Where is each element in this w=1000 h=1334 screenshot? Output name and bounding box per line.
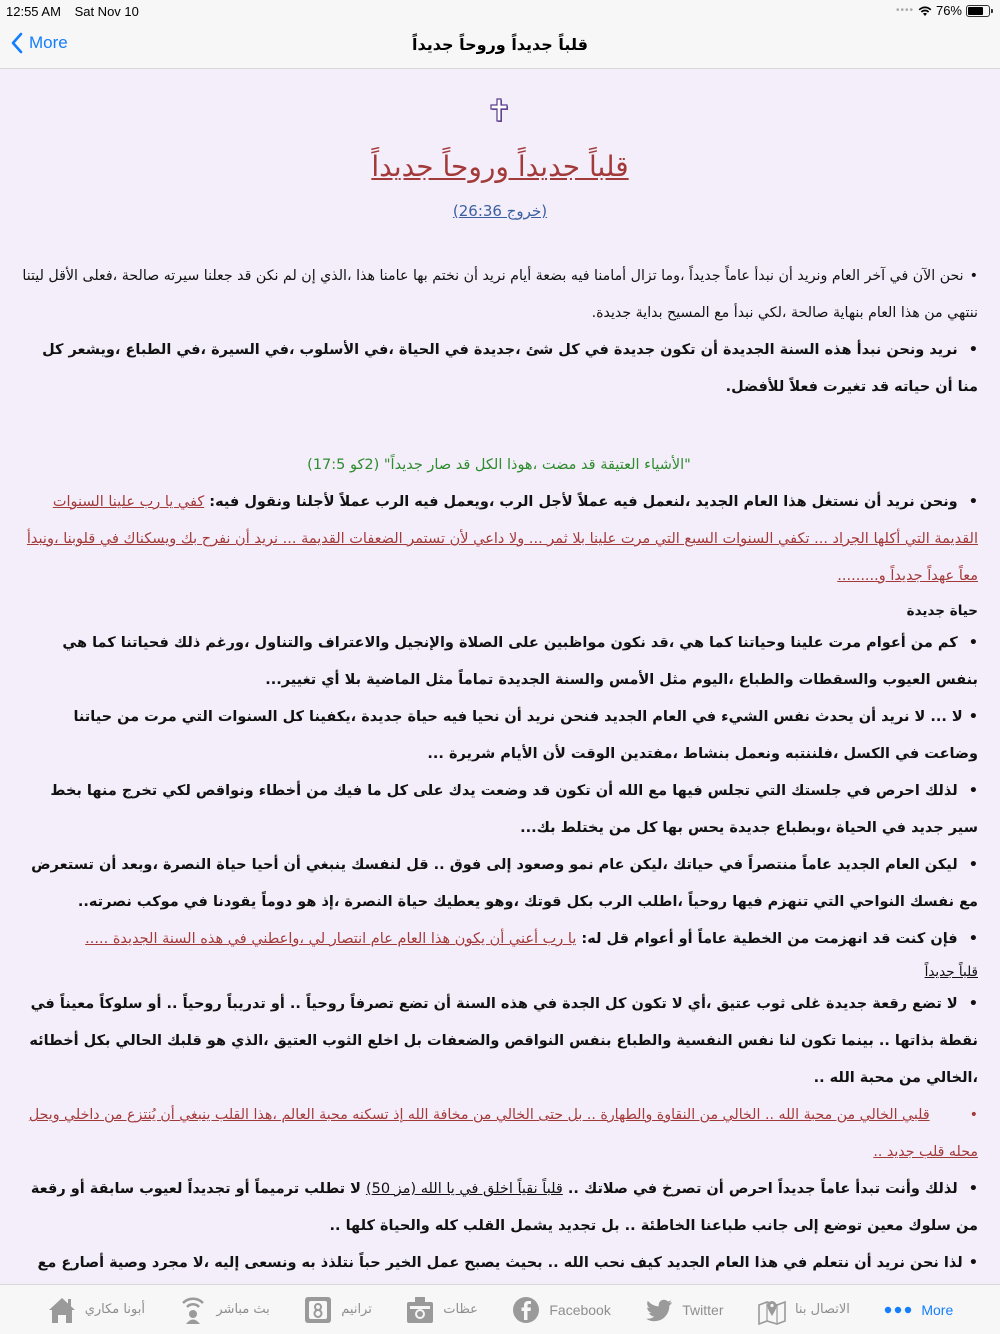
bullet: • <box>968 931 978 947</box>
hymns-icon <box>303 1295 333 1325</box>
paragraph-text: لذلك احرص في جلستك التي تجلس فيها مع الله أن تكون قد وضعت يدك على كل ما فيك من أخطاء ونواقص لكي تخرج منها بخط سير جديد في الحياة ،وبطباع جديدة يحس بها كل من يختلط بك... <box>50 783 978 836</box>
status-time: 12:55 AM <box>6 4 61 19</box>
tab-label: بث مباشر <box>216 1302 270 1317</box>
article-body <box>20 258 978 1282</box>
cellular-signal-icon: •••• <box>895 5 914 16</box>
bullet: • <box>968 996 978 1012</box>
live-broadcast-icon <box>178 1295 208 1325</box>
tab-label: الاتصال بنا <box>794 1302 850 1317</box>
scripture-reference-link[interactable]: (خروج 26:36) <box>452 202 548 220</box>
cross-icon <box>489 98 511 124</box>
tab-more[interactable] <box>883 1295 953 1325</box>
tab-label: More <box>921 1301 954 1318</box>
paragraph-text: لا ... لا نريد أن يحدث نفس الشيء في العام الجديد فنحن نريد أن نحيا فيه حياة جديدة ،يكفينا كل السنوات التي مرت من حياتنا وضاعت في الكسل ،فلننتبه ونعمل بنشاط ،مفتدين الوقت لأن الأيام شريرة ... <box>73 709 978 762</box>
prayer-link[interactable]: يا رب أعني أن يكون هذا العام عام انتصار لي ،واعطني في هذه السنة الجديدة ..... <box>85 931 577 947</box>
section-heading: حياة جديدة <box>906 603 978 619</box>
bullet: • <box>968 635 978 651</box>
tab-label: Twitter <box>682 1301 724 1318</box>
paragraph <box>20 1097 978 1171</box>
battery-icon <box>966 5 990 17</box>
section-heading: قلباً جديداً <box>924 964 978 980</box>
paragraph <box>20 1171 978 1245</box>
tab-home[interactable] <box>47 1295 145 1325</box>
paragraph-text: فإن كنت قد انهزمت من الخطية عاماً أو أعوام قل له: <box>581 931 958 947</box>
tab-bar <box>0 1284 1000 1334</box>
facebook-icon <box>511 1295 541 1325</box>
paragraph-text: ليكن العام الجديد عاماً منتصراً في حياتك ،ليكن عام نمو وصعود إلى فوق .. قل لنفسك ينبغي أن أحيا حياة النصرة ،وبعد أن تستعرض مع نفسك النواحي التي تنهزم فيها روحياً ،اطلب الرب بكل قوتك ،وهو يعطيك حياة النصرة ،إذ هو دوماً يقودنا في موكب نصرته.. <box>31 857 978 910</box>
more-icon <box>883 1295 913 1325</box>
paragraph-text: نحن الآن في آخر العام ونريد أن نبدأ عاماً جديداً ،وما تزال أمامنا فيه بضعة أيام نريد أن نختم بها عامنا هذا ،الذي إن لم نكن قد جعلنا سيرته صالحة ،فعلى الأقل ليتنا ننتهي من هذا العام بنهاية صالحة ،لكي نبدأ مع المسيح بداية جديدة. <box>22 268 978 321</box>
tab-label: عظات <box>443 1302 478 1317</box>
paragraph <box>20 1245 978 1282</box>
tab-twitter[interactable] <box>644 1295 723 1325</box>
tab-live-broadcast[interactable] <box>178 1295 269 1325</box>
scripture-quote: "الأشياء العتيقة قد مضت ،هوذا الكل قد صار جديداً" (2كو 17:5) <box>307 457 691 473</box>
scripture-reference[interactable]: قلباً نقياً اخلق في يا الله (مز 50) <box>365 1181 563 1197</box>
battery-tip <box>991 9 993 13</box>
bullet: • <box>968 783 978 799</box>
paragraph <box>20 625 978 699</box>
tab-contact-us[interactable] <box>757 1295 850 1325</box>
bullet: • <box>968 1181 978 1197</box>
bullet: • <box>968 1255 978 1271</box>
paragraph-text: لذا نحن نريد أن نتعلم في هذا العام الجديد كيف نحب الله .. بحيث يصبح عمل الخير حباً نتلذذ به ونسعى إليه ،لا مجرد وصية أصارع مع <box>37 1255 963 1271</box>
tab-label: Facebook <box>549 1301 611 1318</box>
paragraph-text: لا تضع رقعة جديدة غلى ثوب عتيق ،أي لا تكون كل الجدة في هذه السنة أن تضع تصرفاً روحياً .. أو تدريباً روحياً .. أو سلوكاً معيناً في نقطة بذاتها .. بينما تكون لنا نفس النفسية والطباع بنفس النواقص والضعفات بل اخلع الثوب العتيق ،الذي هو قلبك الحالي بكل أخطائه ،الخالي من محبة الله .. <box>29 996 978 1086</box>
paragraph <box>20 986 978 1097</box>
sermons-icon <box>405 1295 435 1325</box>
paragraph <box>20 332 978 406</box>
battery-percent: 76% <box>935 3 962 18</box>
nav-title: قلباً جديداً وروحاً جديداً <box>412 35 588 54</box>
paragraph-text: نريد ونحن نبدأ هذه السنة الجديدة أن تكون جديدة في كل شئ ،جديدة في الحياة ،في الأسلوب ،في السيرة ،في الطباع ،ويشعر كل منا أن حياته قد تغيرت فعلاً للأفضل. <box>42 342 978 395</box>
twitter-icon <box>644 1295 674 1325</box>
tab-facebook[interactable] <box>511 1295 610 1325</box>
status-date: Sat Nov 10 <box>74 4 139 19</box>
paragraph-text: لا تطلب ترميماً أو تجديداً لعيوب سابقة أو رقعة من سلوك معين توضع إلى جانب طباعنا الخاطئة .. بل تجديد يشمل القلب كله والحياة كلها .. <box>30 1181 978 1234</box>
paragraph <box>20 484 978 595</box>
tab-label: أبونا مكاري <box>84 1302 145 1317</box>
status-right <box>896 3 990 18</box>
paragraph <box>20 699 978 773</box>
page-heading: قلباً جديداً وروحاً جديداً <box>371 150 629 183</box>
paragraph-text: ونحن نريد أن نستغل هذا العام الجديد ،لنعمل فيه عملاً لأجل الرب ،ويعمل فيه الرب عملاً لأجلنا ونقول فيه: <box>209 494 958 510</box>
bullet: • <box>968 709 978 725</box>
status-bar <box>0 0 1000 24</box>
paragraph <box>20 847 978 921</box>
navigation-bar <box>0 24 1000 69</box>
map-icon <box>757 1295 787 1325</box>
bullet: • <box>968 342 978 358</box>
paragraph <box>20 773 978 847</box>
tab-hymns[interactable] <box>303 1295 372 1325</box>
paragraph-text: لذلك وأنت تبدأ عاماً جديداً احرص أن تصرخ في صلاتك .. <box>567 1181 958 1197</box>
prayer-link[interactable]: كفي يا رب علينا السنوات القديمة التي أكلها الجراد ... تكفي السنوات السبع التي مرت علينا بلا ثمر ... ولا داعي لأن تستمر الضعفات القديمة ... نريد أن نفرح بك ويسكناك في قلوبنا ،ونبدأ معاً عهداً جديداً و......... <box>26 494 978 584</box>
wifi-icon <box>918 5 932 17</box>
bullet: • <box>968 494 978 510</box>
home-icon <box>47 1295 77 1325</box>
status-left <box>6 4 149 19</box>
bullet: • <box>969 268 978 284</box>
paragraph-text: كم من أعوام مرت علينا وحياتنا كما هي ،قد نكون مواظبين على الصلاة والإنجيل والاعتراف والتناول ،ورغم ذلك فحياتنا كما هي بنفس العيوب والسقطات والطباع ،اليوم مثل الأمس والسنة الجديدة تماماً مثل الماضية بلا أي تغيير... <box>62 635 978 688</box>
battery-level-fill <box>968 7 983 15</box>
paragraph <box>20 258 978 332</box>
article-content[interactable] <box>0 70 1000 1283</box>
bullet: • <box>969 1107 978 1123</box>
paragraph <box>20 921 978 958</box>
prayer-link[interactable]: قلبي الخالي من محبة الله .. الخالي من النقاوة والطهارة .. بل حتى الخالي من مخافة الله إذ تسكنه محبة العالم ،هذا القلب ينبغي أن يُنتزع من داخلي ويحل محله قلب جديد .. <box>28 1107 978 1160</box>
bullet: • <box>968 857 978 873</box>
tab-label: ترانيم <box>341 1302 372 1317</box>
tab-sermons[interactable] <box>405 1295 478 1325</box>
back-button-label: More <box>29 33 68 52</box>
